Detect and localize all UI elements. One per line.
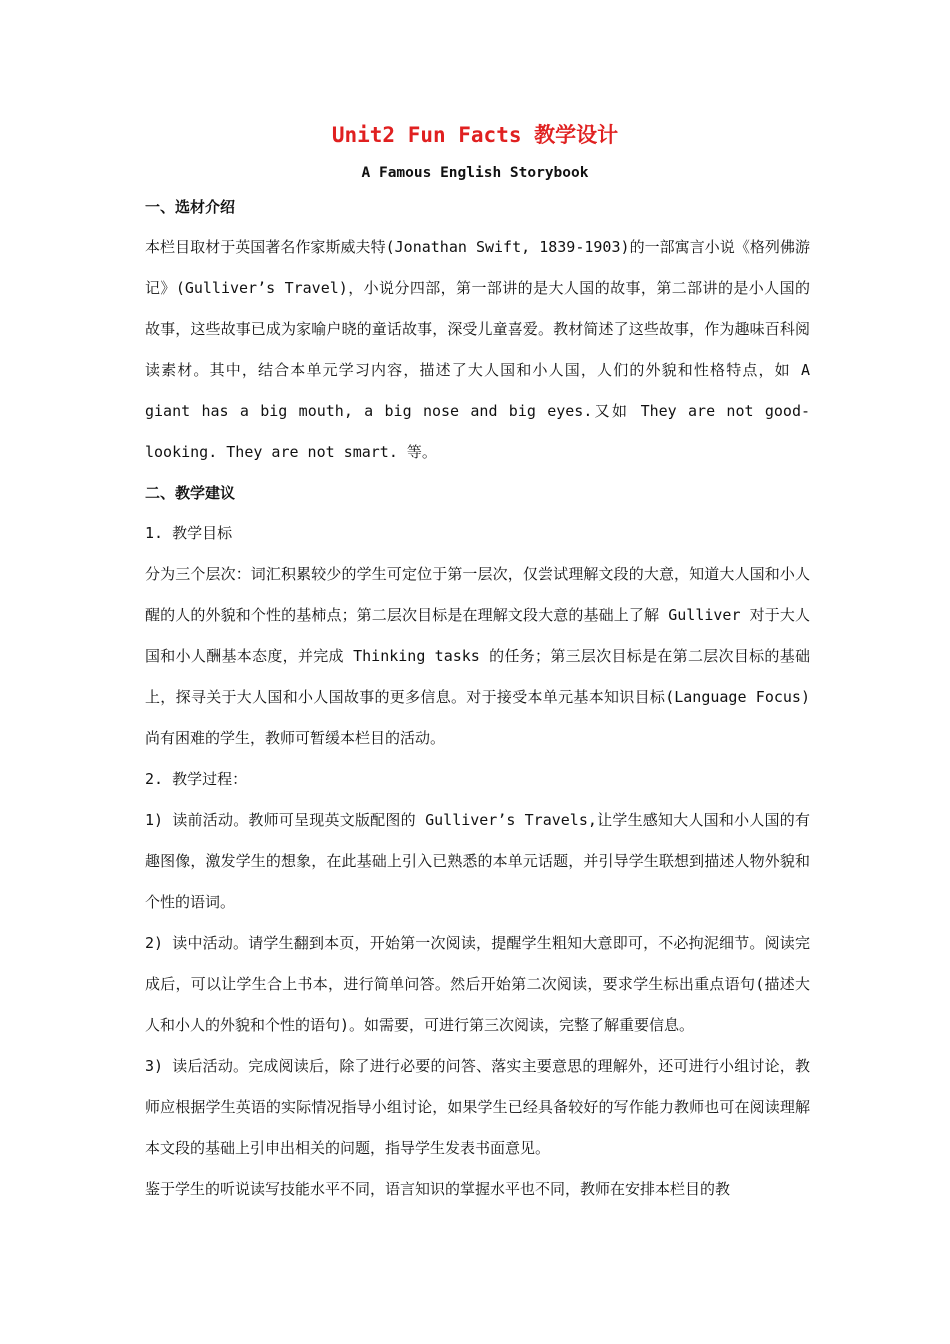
post-reading-step: 3) 读后活动。完成阅读后，除了进行必要的问答、落实主要意思的理解外，还可进行小组讨论，教师应根据学生英语的实际情况指导小组讨论，如果学生已经具备较好的写作能力教师也可在阅读理解本文段的基础上引申出相关的问题，指导学生发表书面意见。: [145, 1057, 810, 1157]
teaching-goal-paragraph: 分为三个层次：词汇积累较少的学生可定位于第一层次，仅尝试理解文段的大意，知道大人国和小人醒的人的外貌和个性的基柿点；第二层次目标是在理解文段大意的基础上了解 Gulliver 对于大人国和小人酬基本态度，并完成 Thinking tasks 的任务；第三层次目标是在第二层次目标的基础上，探寻关于大人国和小人国故事的更多信息。对于接受本单元基本知识目标(Language Focus)尚有困难的学生，教师可暂缓本栏目的活动。: [145, 565, 810, 747]
document-body: [145, 195, 810, 1210]
pre-reading-step: 1) 读前活动。教师可呈现英文版配图的 Gulliver’s Travels,让学生感知大人国和小人国的有趣图像，激发学生的想象，在此基础上引入已熟悉的本单元话题，并引导学生联想到描述人物外貌和个性的语词。: [145, 811, 810, 911]
document-subtitle: A Famous English Storybook: [361, 165, 589, 181]
document-title: Unit2 Fun Facts 教学设计: [331, 123, 619, 147]
while-reading-step: 2) 读中活动。请学生翻到本页，开始第一次阅读，提醒学生粗知大意即可，不必拘泥细节。阅读完成后，可以让学生合上书本，进行简单问答。然后开始第二次阅读，要求学生标出重点语句(描述大人和小人的外貌和个性的语句)。如需要，可进行第三次阅读，完整了解重要信息。: [145, 934, 810, 1034]
teaching-process-label: 2. 教学过程：: [145, 770, 248, 788]
section-heading-suggestions: 二、教学建议: [145, 484, 236, 502]
teaching-goal-label: 1. 教学目标: [145, 524, 233, 542]
section-heading-material: 一、选材介绍: [145, 198, 236, 216]
material-intro-paragraph: 本栏目取材于英国著名作家斯威夫特(Jonathan Swift, 1839-1903)的一部寓言小说《格列佛游记》(Gulliver’s Travel)，小说分四部，第一部讲的是大人国的故事，第二部讲的是小人国的故事，这些故事已成为家喻户晓的童话故事，深受儿童喜爱。教材简述了这些故事，作为趣味百科阅读素材。其中，结合本单元学习内容，描述了大人国和小人国，人们的外貌和性格特点，如 A giant has a big mouth, a big nose and big eyes.又如 They are not good-looking. They are not smart. 等。: [145, 238, 810, 461]
closing-paragraph: 鉴于学生的听说读写技能水平不同，语言知识的掌握水平也不同，教师在安排本栏目的教: [145, 1180, 731, 1198]
